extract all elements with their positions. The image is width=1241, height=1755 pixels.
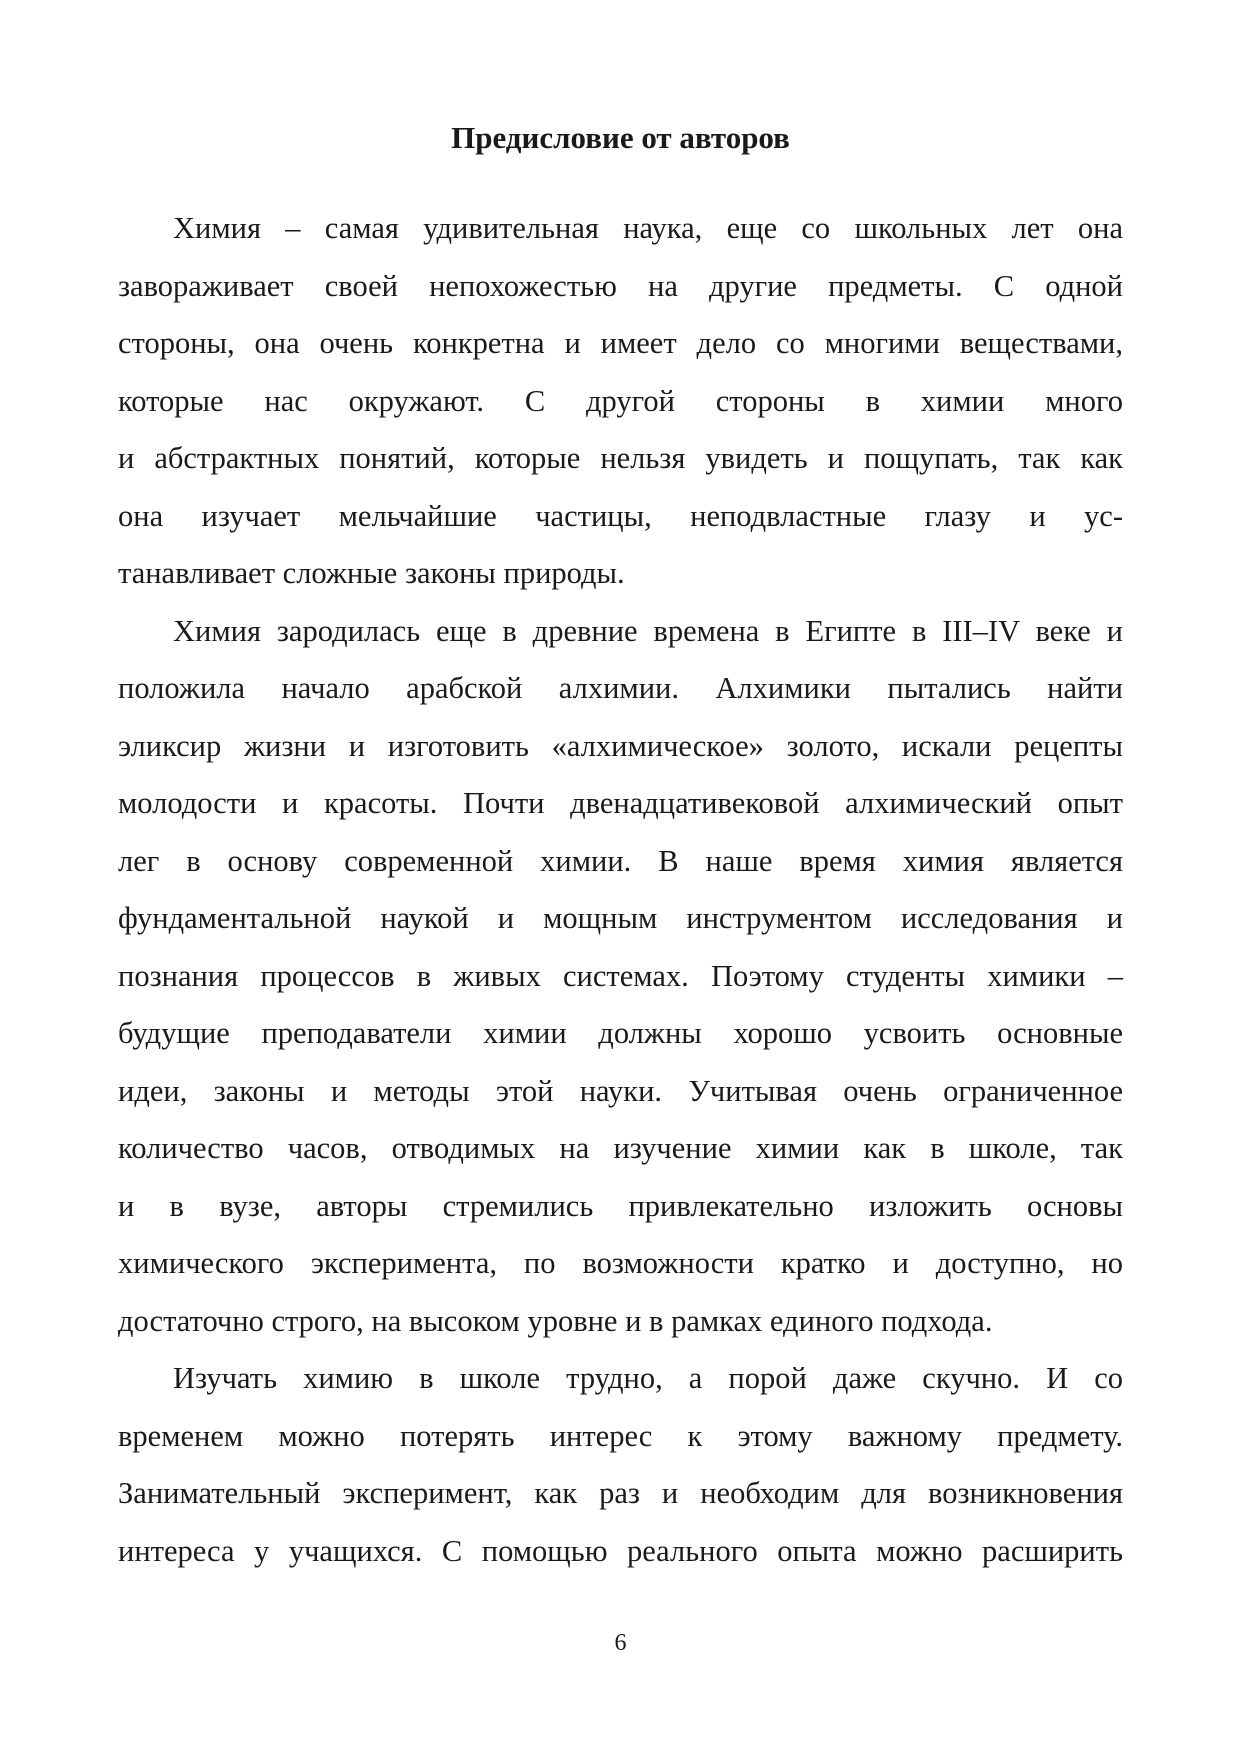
text-line: фундаментальной наукой и мощным инструментом исследования и [118,901,1123,935]
paragraph [118,200,1123,603]
text-line: интереса у учащихся. С помощью реального опыта можно расширить [118,1533,1123,1568]
text-line: лег в основу современной химии. В наше время химия является [118,843,1123,878]
text-line: Химия зародилась еще в древние времена в Египте в III–IV веке и [173,613,1123,648]
text-line: стороны, она очень конкретна и имеет дело со многими веществами, [118,326,1123,360]
text-line: она изучает мельчайшие частицы, неподвластные глазу и ус- [118,498,1123,533]
text-line: и абстрактных понятий, которые нельзя увидеть и пощупать, так как [118,441,1123,475]
text-line: завораживает своей непохожестью на другие предметы. С одной [118,268,1123,303]
paragraph [118,1350,1123,1580]
text-line: эликсир жизни и изготовить «алхимическое» золото, искали рецепты [118,728,1123,763]
text-line: и в вузе, авторы стремились привлекательно изложить основы [118,1188,1123,1223]
text-line: достаточно строго, на высоком уровне и в рамках единого подхода. [118,1303,993,1338]
text-line: Изучать химию в школе трудно, а порой даже скучно. И со [173,1361,1123,1395]
text-line: которые нас окружают. С другой стороны в химии много [118,383,1123,418]
text-line: будущие преподаватели химии должны хорошо усвоить основные [118,1016,1123,1050]
text-line: Химия – самая удивительная наука, еще со школьных лет она [173,211,1123,245]
text-line: временем можно потерять интерес к этому важному предмету. [118,1418,1123,1453]
text-line: Занимательный эксперимент, как раз и необходим для возникновения [118,1476,1123,1510]
text-line: молодости и красоты. Почти двенадцативековой алхимический опыт [118,786,1123,820]
body-text [118,200,1123,1580]
page-heading: Предисловие от авторов [451,120,790,155]
text-line: химического эксперимента, по возможности кратко и доступно, но [118,1246,1123,1280]
text-line: положила начало арабской алхимии. Алхимики пытались найти [118,671,1123,705]
text-line: количество часов, отводимых на изучение химии как в школе, так [118,1131,1123,1165]
text-line: идеи, законы и методы этой науки. Учитывая очень ограниченное [118,1073,1123,1108]
text-line: познания процессов в живых системах. Поэтому студенты химики – [118,958,1123,993]
paragraph [118,603,1123,1351]
text-line: танавливает сложные законы природы. [118,556,625,590]
page-number: 6 [614,1630,627,1656]
